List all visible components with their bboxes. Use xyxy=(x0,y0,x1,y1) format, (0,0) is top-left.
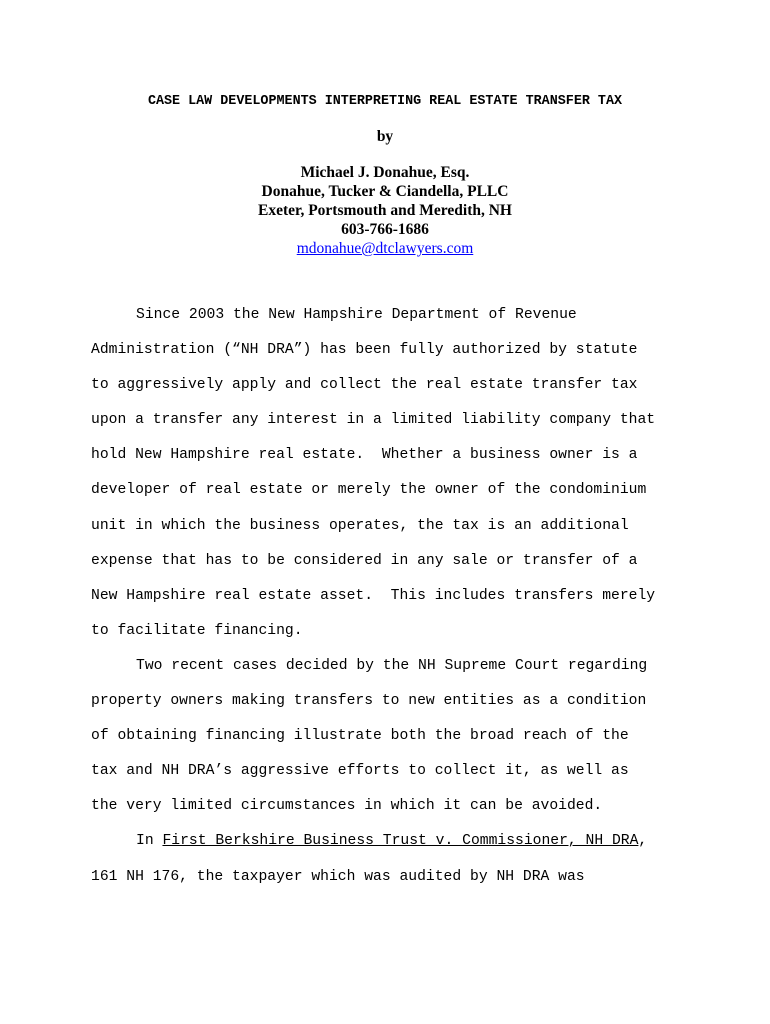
paragraph-2-line: the very limited circumstances in which it can be avoided. xyxy=(91,798,603,815)
author-block xyxy=(0,163,770,258)
paragraph-1-line: New Hampshire real estate asset. This includes transfers merely xyxy=(91,587,656,604)
author-locations: Exeter, Portsmouth and Meredith, NH xyxy=(257,202,512,219)
author-firm: Donahue, Tucker & Ciandella, PLLC xyxy=(261,183,509,200)
case-citation: First Berkshire Business Trust v. Commissioner, NH DRA xyxy=(162,833,639,850)
author-email-link[interactable]: mdonahue@dtclawyers.com xyxy=(296,240,474,257)
paragraph-2-line: Two recent cases decided by the NH Supreme Court regarding xyxy=(136,657,648,674)
paragraph-1-line: Since 2003 the New Hampshire Department of Revenue xyxy=(136,307,577,323)
author-name: Michael J. Donahue, Esq. xyxy=(300,164,470,181)
author-phone: 603-766-1686 xyxy=(341,221,429,238)
paragraph-2-line: property owners making transfers to new entities as a condition xyxy=(91,693,647,710)
paragraph-1-line: unit in which the business operates, the tax is an additional xyxy=(91,517,629,534)
paragraph-3-trail: , xyxy=(638,833,648,850)
byline: by xyxy=(376,128,394,145)
paragraph-3-lead: In xyxy=(136,833,163,850)
paragraph-1-line: Administration (“NH DRA”) has been fully authorized by statute xyxy=(91,342,638,359)
body-text xyxy=(91,305,691,902)
paragraph-3-line xyxy=(91,831,691,866)
paragraph-1-line: hold New Hampshire real estate. Whether a business owner is a xyxy=(91,447,638,464)
author-email-line xyxy=(0,239,770,258)
paragraph-2-line: of obtaining financing illustrate both the broad reach of the xyxy=(91,728,629,745)
paragraph-1-line: developer of real estate or merely the owner of the condominium xyxy=(91,482,647,499)
paragraph-1-line: upon a transfer any interest in a limited liability company that xyxy=(91,412,656,429)
paragraph-2-line: tax and NH DRA’s aggressive efforts to collect it, as well as xyxy=(91,763,629,780)
paragraph-1-line: expense that has to be considered in any sale or transfer of a xyxy=(91,552,638,569)
document-title: CASE LAW DEVELOPMENTS INTERPRETING REAL ESTATE TRANSFER TAX xyxy=(147,94,623,109)
paragraph-1-line: to facilitate financing. xyxy=(91,622,303,639)
paragraph-3-line: 161 NH 176, the taxpayer which was audited by NH DRA was xyxy=(91,868,585,885)
paragraph-1-line: to aggressively apply and collect the real estate transfer tax xyxy=(91,377,638,394)
